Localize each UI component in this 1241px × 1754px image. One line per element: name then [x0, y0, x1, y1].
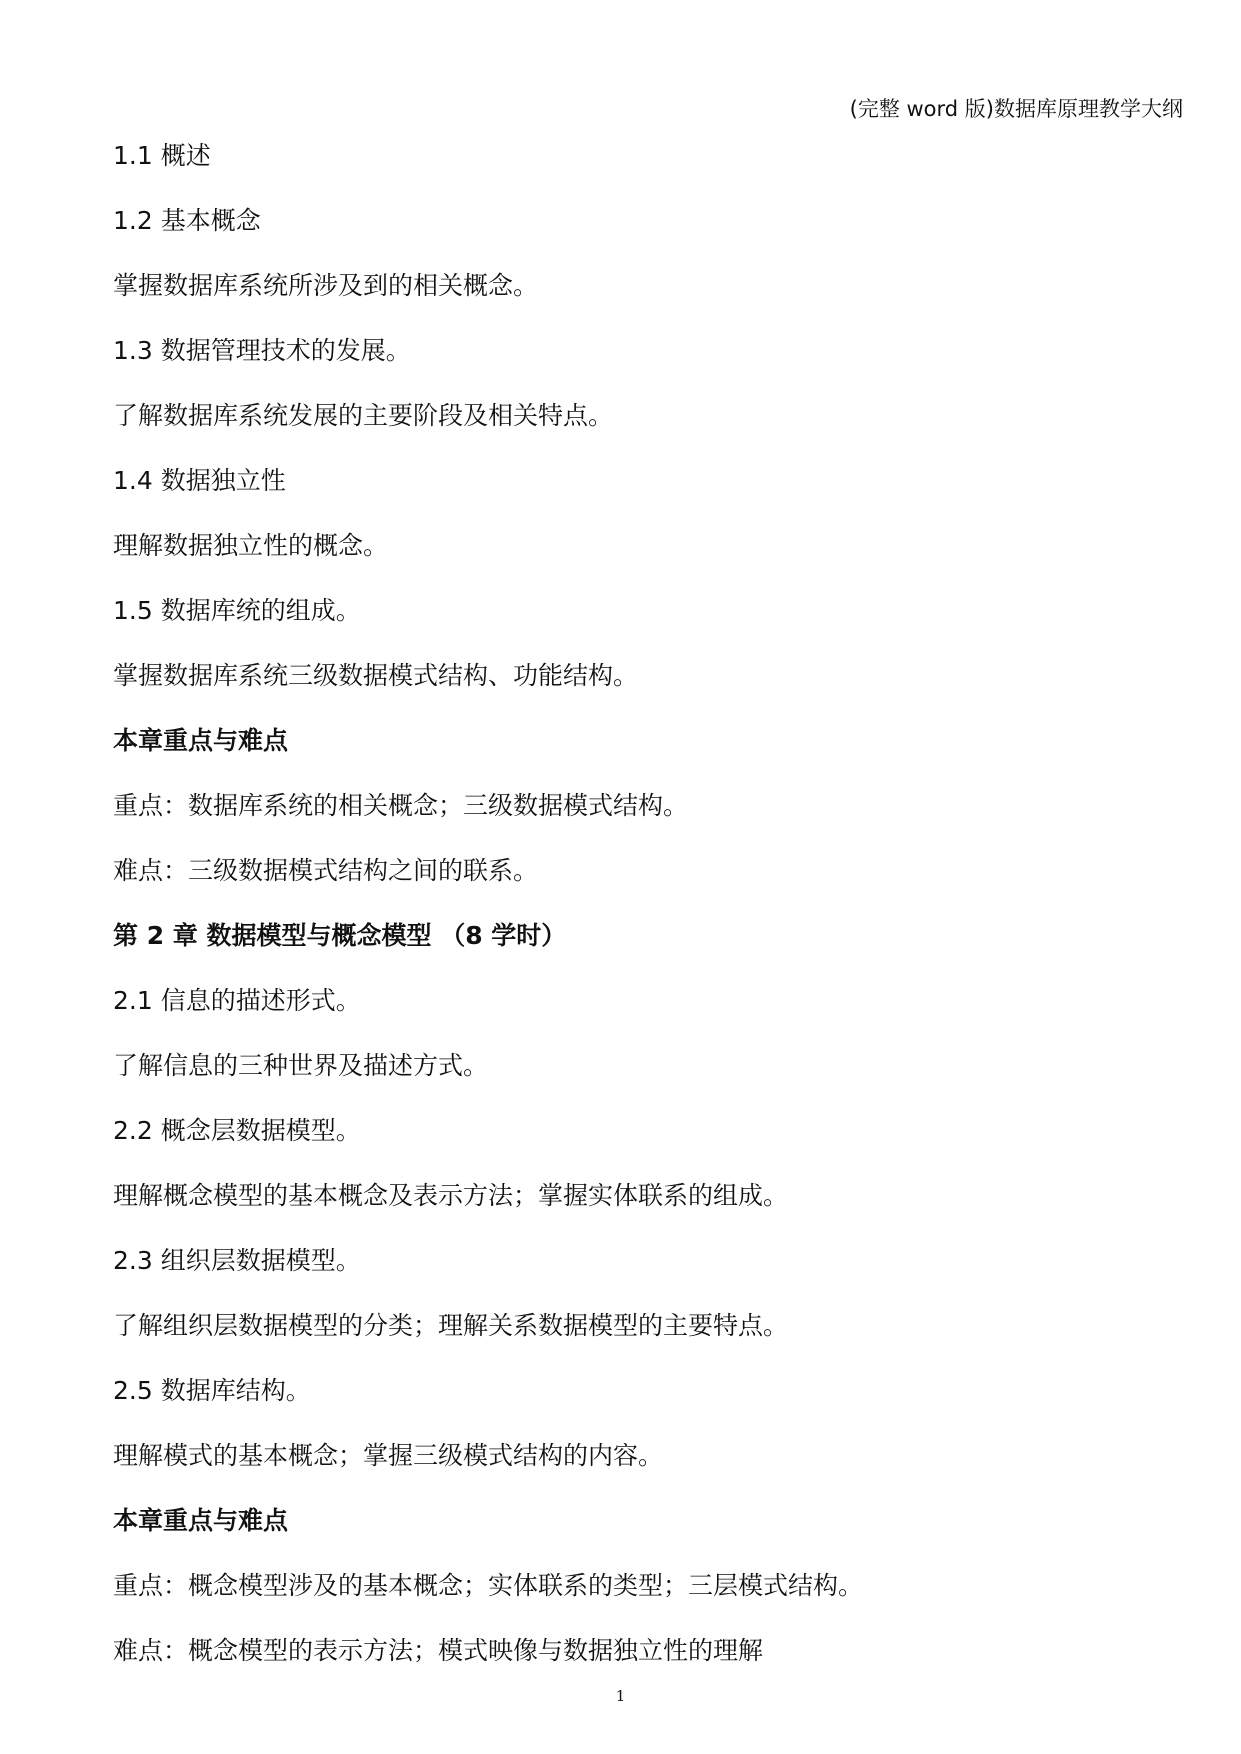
section-2-3-heading: 2.3 组织层数据模型。 [113, 1246, 361, 1275]
section-1-3-description: 了解数据库系统发展的主要阶段及相关特点。 [113, 401, 614, 430]
chapter-2-heading: 第 2 章 数据模型与概念模型 （8 学时） [113, 921, 567, 950]
page-number: 1 [615, 1687, 626, 1705]
section-2-2-heading: 2.2 概念层数据模型。 [113, 1116, 361, 1145]
section-2-5-heading: 2.5 数据库结构。 [113, 1376, 311, 1405]
section-1-3-heading: 1.3 数据管理技术的发展。 [113, 336, 411, 365]
section-1-5-heading: 1.5 数据库统的组成。 [113, 596, 361, 625]
section-2-2-description: 理解概念模型的基本概念及表示方法；掌握实体联系的组成。 [113, 1181, 789, 1210]
section-1-4-description: 理解数据独立性的概念。 [113, 531, 389, 560]
section-1-1-heading: 1.1 概述 [113, 141, 211, 170]
section-2-3-description: 了解组织层数据模型的分类；理解关系数据模型的主要特点。 [113, 1311, 789, 1340]
section-2-1-description: 了解信息的三种世界及描述方式。 [113, 1051, 489, 1080]
section-2-1-heading: 2.1 信息的描述形式。 [113, 986, 361, 1015]
section-1-4-heading: 1.4 数据独立性 [113, 466, 286, 495]
section-1-2-description: 掌握数据库系统所涉及到的相关概念。 [113, 271, 539, 300]
chapter-1-key-points: 重点：数据库系统的相关概念；三级数据模式结构。 [113, 791, 689, 820]
chapter-2-key-points-heading: 本章重点与难点 [113, 1506, 289, 1535]
running-header: (完整 word 版)数据库原理教学大纲 [849, 97, 1183, 121]
section-2-5-description: 理解模式的基本概念；掌握三级模式结构的内容。 [113, 1441, 664, 1470]
document-body [113, 140, 1153, 1700]
section-1-5-description: 掌握数据库系统三级数据模式结构、功能结构。 [113, 661, 639, 690]
chapter-2-difficult-points: 难点：概念模型的表示方法；模式映像与数据独立性的理解 [113, 1636, 764, 1665]
section-1-2-heading: 1.2 基本概念 [113, 206, 261, 235]
chapter-2-key-points: 重点：概念模型涉及的基本概念；实体联系的类型；三层模式结构。 [113, 1571, 864, 1600]
chapter-1-key-points-heading: 本章重点与难点 [113, 726, 289, 755]
chapter-1-difficult-points: 难点：三级数据模式结构之间的联系。 [113, 856, 539, 885]
